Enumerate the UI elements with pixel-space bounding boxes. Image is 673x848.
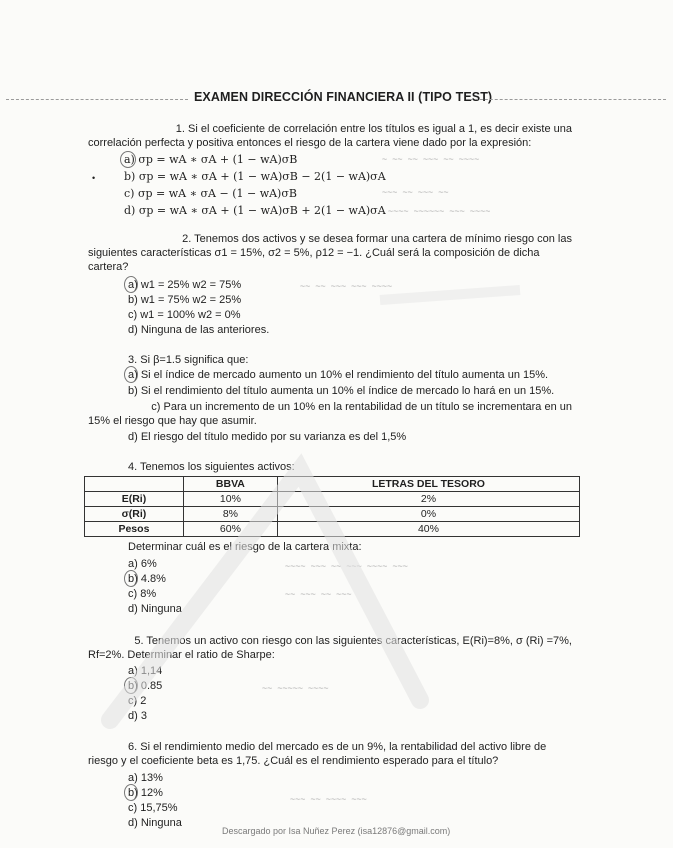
q2-option-a[interactable]: a) w1 = 25% w2 = 75% — [128, 279, 242, 291]
q4-option-d[interactable]: d) Ninguna — [128, 603, 182, 615]
table-header-cell: LETRAS DEL TESORO — [277, 477, 579, 492]
q2-line2: siguientes características σ1 = 15%, σ2 = 5%, ρ12 = −1. ¿Cuál será la composición de dicha — [88, 247, 540, 259]
table-cell: 60% — [183, 522, 277, 537]
q4-option-c[interactable]: c) 8% — [128, 588, 157, 600]
q3-option-c[interactable]: c) Para un incremento de un 10% en la rentabilidad de un título se incrementara en un — [151, 401, 572, 413]
q6-option-d[interactable]: d) Ninguna — [128, 817, 182, 829]
q5-option-a[interactable]: a) 1,14 — [128, 665, 163, 677]
q6-answer-circle — [124, 784, 138, 801]
q3-answer-circle — [124, 366, 138, 383]
pencil-note: ~~ ~~~ ~~ ~~~ — [285, 590, 352, 600]
title-row — [0, 90, 673, 110]
q6-line1: 6. Si el rendimiento medio del mercado es de un 9%, la rentabilidad del activo libre de — [128, 741, 547, 753]
q3-option-b[interactable]: b) Si el rendimiento del título aumenta un 10% el índice de mercado lo hará en un 15%. — [128, 385, 555, 397]
download-footer: Descargado por Isa Nuñez Perez (isa12876@gmail.com) — [222, 826, 451, 836]
q2-option-b[interactable]: b) w1 = 75% w2 = 25% — [128, 294, 242, 306]
title-dash-right — [470, 99, 666, 100]
table-cell: 8% — [183, 507, 277, 522]
q1-line1: 1. Si el coeficiente de correlación entre los títulos es igual a 1, es decir existe una — [175, 123, 572, 135]
pencil-note: ~~ ~~~~~ ~~~~ — [262, 684, 329, 694]
q4-option-a[interactable]: a) 6% — [128, 558, 157, 570]
table-header-row — [85, 477, 580, 492]
q2-line1: 2. Tenemos dos activos y se desea formar una cartera de mínimo riesgo con las — [182, 233, 572, 245]
table-cell: 2% — [277, 492, 579, 507]
q2-option-d[interactable]: d) Ninguna de las anteriores. — [128, 324, 270, 336]
q5-option-b[interactable]: b) 0.85 — [128, 680, 163, 692]
bullet-dot: • — [92, 173, 96, 183]
pencil-note: ~ ~~ ~~ ~~~ ~~ ~~~~ — [382, 155, 480, 165]
q5-line1: 5. Tenemos un activo con riesgo con las siguientes características, E(Ri)=8%, σ (Ri) =7%, — [134, 635, 572, 647]
pencil-note: ~~ ~~ ~~~ ~~~ ~~~~ — [300, 282, 393, 292]
q1-option-a[interactable]: a) σp = wA ∗ σA + (1 − wA)σB — [124, 153, 298, 166]
q2-line3: cartera? — [88, 261, 129, 273]
q5-answer-circle — [124, 677, 138, 694]
table-row — [85, 507, 580, 522]
table-header-cell — [85, 477, 184, 492]
q3-option-d[interactable]: d) El riesgo del título medido por su varianza es del 1,5% — [128, 431, 407, 443]
pencil-note: ~~~~ ~~~ ~~ ~~~ ~~~~ ~~~ — [285, 562, 408, 572]
table-cell: 10% — [183, 492, 277, 507]
q4-line1: 4. Tenemos los siguientes activos: — [128, 461, 295, 473]
q4-table — [84, 476, 580, 537]
pencil-note: ~~~ ~~ ~~~~ ~~~ — [290, 795, 367, 805]
q1-option-b[interactable]: b) σp = wA ∗ σA + (1 − wA)σB − 2(1 − wA)σA — [124, 170, 386, 183]
q3-line1: 3. Si β=1.5 significa que: — [128, 354, 249, 366]
table-cell: Pesos — [85, 522, 184, 537]
q6-option-c[interactable]: c) 15,75% — [128, 802, 178, 814]
q1-answer-circle — [120, 151, 136, 168]
q4-ask: Determinar cuál es el riesgo de la cartera mixta: — [128, 541, 362, 553]
q5-line2: Rf=2%. Determinar el ratio de Sharpe: — [88, 649, 275, 661]
q1-option-d[interactable]: d) σp = wA ∗ σA + (1 − wA)σB + 2(1 − wA)σA — [124, 204, 386, 217]
q3-option-a[interactable]: a) Si el índice de mercado aumento un 10% el rendimiento del título aumenta un 15%. — [128, 369, 549, 381]
table-header-cell: BBVA — [183, 477, 277, 492]
table-row — [85, 522, 580, 537]
page-title: EXAMEN DIRECCIÓN FINANCIERA II (TIPO TEST) — [194, 90, 493, 104]
title-dash-left — [6, 99, 188, 100]
pencil-note: ~~~~ ~~~~~~ ~~~ ~~~~ — [388, 207, 491, 217]
table-cell: 0% — [277, 507, 579, 522]
q1-line2: correlación perfecta y positiva entonces el riesgo de la cartera viene dado por la expresión: — [88, 137, 532, 149]
q4-option-b[interactable]: b) 4.8% — [128, 573, 166, 585]
q2-option-c[interactable]: c) w1 = 100% w2 = 0% — [128, 309, 241, 321]
q6-option-a[interactable]: a) 13% — [128, 772, 163, 784]
q5-option-c[interactable]: c) 2 — [128, 695, 147, 707]
table-cell: 40% — [277, 522, 579, 537]
q6-line2: riesgo y el coeficiente beta es 1,75. ¿Cuál es el rendimiento esperado para el título? — [88, 755, 499, 767]
q1-option-c[interactable]: c) σp = wA ∗ σA − (1 − wA)σB — [124, 187, 297, 200]
table-cell: E(Ri) — [85, 492, 184, 507]
table-cell: σ(Ri) — [85, 507, 184, 522]
q6-option-b[interactable]: b) 12% — [128, 787, 163, 799]
q5-option-d[interactable]: d) 3 — [128, 710, 147, 722]
q3-option-c-cont: 15% el riesgo que hay que asumir. — [88, 415, 257, 427]
table-row — [85, 492, 580, 507]
q4-answer-circle — [124, 570, 138, 587]
pencil-note: ~~~ ~~ ~~~ ~~ — [382, 188, 449, 198]
q2-answer-circle — [124, 276, 138, 293]
